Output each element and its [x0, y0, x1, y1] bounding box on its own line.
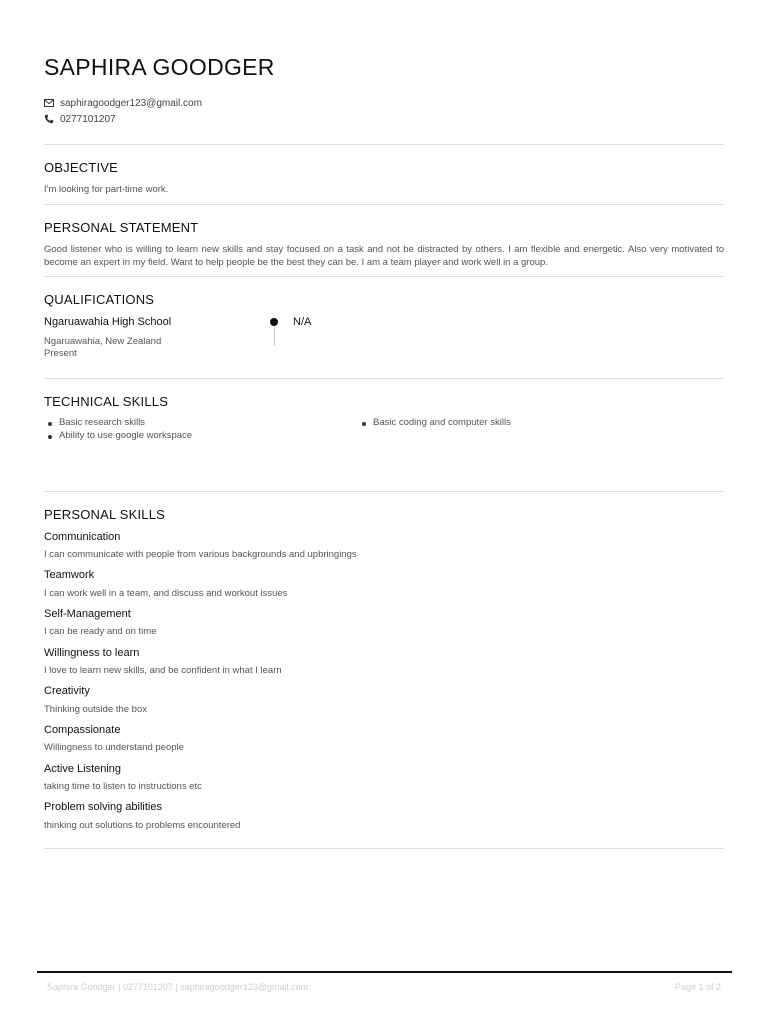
skill-description: I love to learn new skills, and be confident in what I learn — [44, 665, 282, 676]
school-period: Present — [44, 348, 77, 359]
skill-description: taking time to listen to instructions etc — [44, 781, 202, 792]
technical-skill-item: Basic coding and computer skills — [373, 417, 511, 428]
skill-description: I can be ready and on time — [44, 626, 157, 637]
footer-page-number: Page 1 of 2 — [674, 982, 721, 992]
divider — [44, 144, 724, 145]
divider — [44, 204, 724, 205]
skill-description: I can communicate with people from various backgrounds and upbringings — [44, 549, 357, 560]
skill-title: Willingness to learn — [44, 647, 140, 659]
skill-title: Problem solving abilities — [44, 801, 162, 813]
skill-description: thinking out solutions to problems encountered — [44, 820, 241, 831]
skill-description: Thinking outside the box — [44, 704, 147, 715]
footer-rule — [37, 971, 732, 973]
divider — [44, 848, 724, 849]
candidate-name: SAPHIRA GOODGER — [44, 54, 275, 80]
phone-row — [44, 112, 116, 126]
personal-statement-heading: PERSONAL STATEMENT — [44, 220, 199, 235]
bullet — [48, 422, 52, 426]
bullet — [362, 422, 366, 426]
qualification-detail: N/A — [293, 316, 312, 328]
skill-title: Creativity — [44, 685, 90, 697]
email-row — [44, 96, 202, 110]
timeline-line — [274, 326, 275, 346]
divider — [44, 378, 724, 379]
school-name: Ngaruawahia High School — [44, 316, 172, 328]
timeline-dot — [270, 318, 278, 326]
skill-title: Communication — [44, 531, 121, 543]
envelope-icon — [44, 98, 54, 108]
phone-text: 0277101207 — [60, 113, 116, 125]
skill-title: Self-Management — [44, 608, 131, 620]
skill-description: Willingness to understand people — [44, 742, 184, 753]
technical-skill-item: Basic research skills — [59, 417, 146, 428]
technical-skill-item: Ability to use google workspace — [59, 430, 193, 441]
objective-text: I'm looking for part-time work. — [44, 184, 169, 195]
personal-statement-text: Good listener who is willing to learn new skills and stay focused on a task and not be distracted by others. I am flexible and energetic. Also very motivated to become an expert in my field. Want to help people be the best they can be. I am a team player and work well in a group. — [44, 244, 724, 268]
skill-description: I can work well in a team, and discuss and workout issues — [44, 588, 288, 599]
skill-title: Teamwork — [44, 569, 95, 581]
divider — [44, 276, 724, 277]
skill-title: Active Listening — [44, 763, 122, 775]
footer-contact: Saphira Goodger | 0277101207 | saphiragoodger123@gmail.com — [47, 982, 308, 992]
qualifications-heading: QUALIFICATIONS — [44, 292, 155, 307]
school-location: Ngaruawahia, New Zealand — [44, 336, 162, 347]
email-text: saphiragoodger123@gmail.com — [60, 97, 202, 109]
bullet — [48, 435, 52, 439]
phone-icon — [44, 114, 54, 124]
objective-heading: OBJECTIVE — [44, 160, 119, 175]
personal-skills-heading: PERSONAL SKILLS — [44, 507, 166, 522]
technical-skills-heading: TECHNICAL SKILLS — [44, 394, 169, 409]
divider — [44, 491, 724, 492]
skill-title: Compassionate — [44, 724, 121, 736]
